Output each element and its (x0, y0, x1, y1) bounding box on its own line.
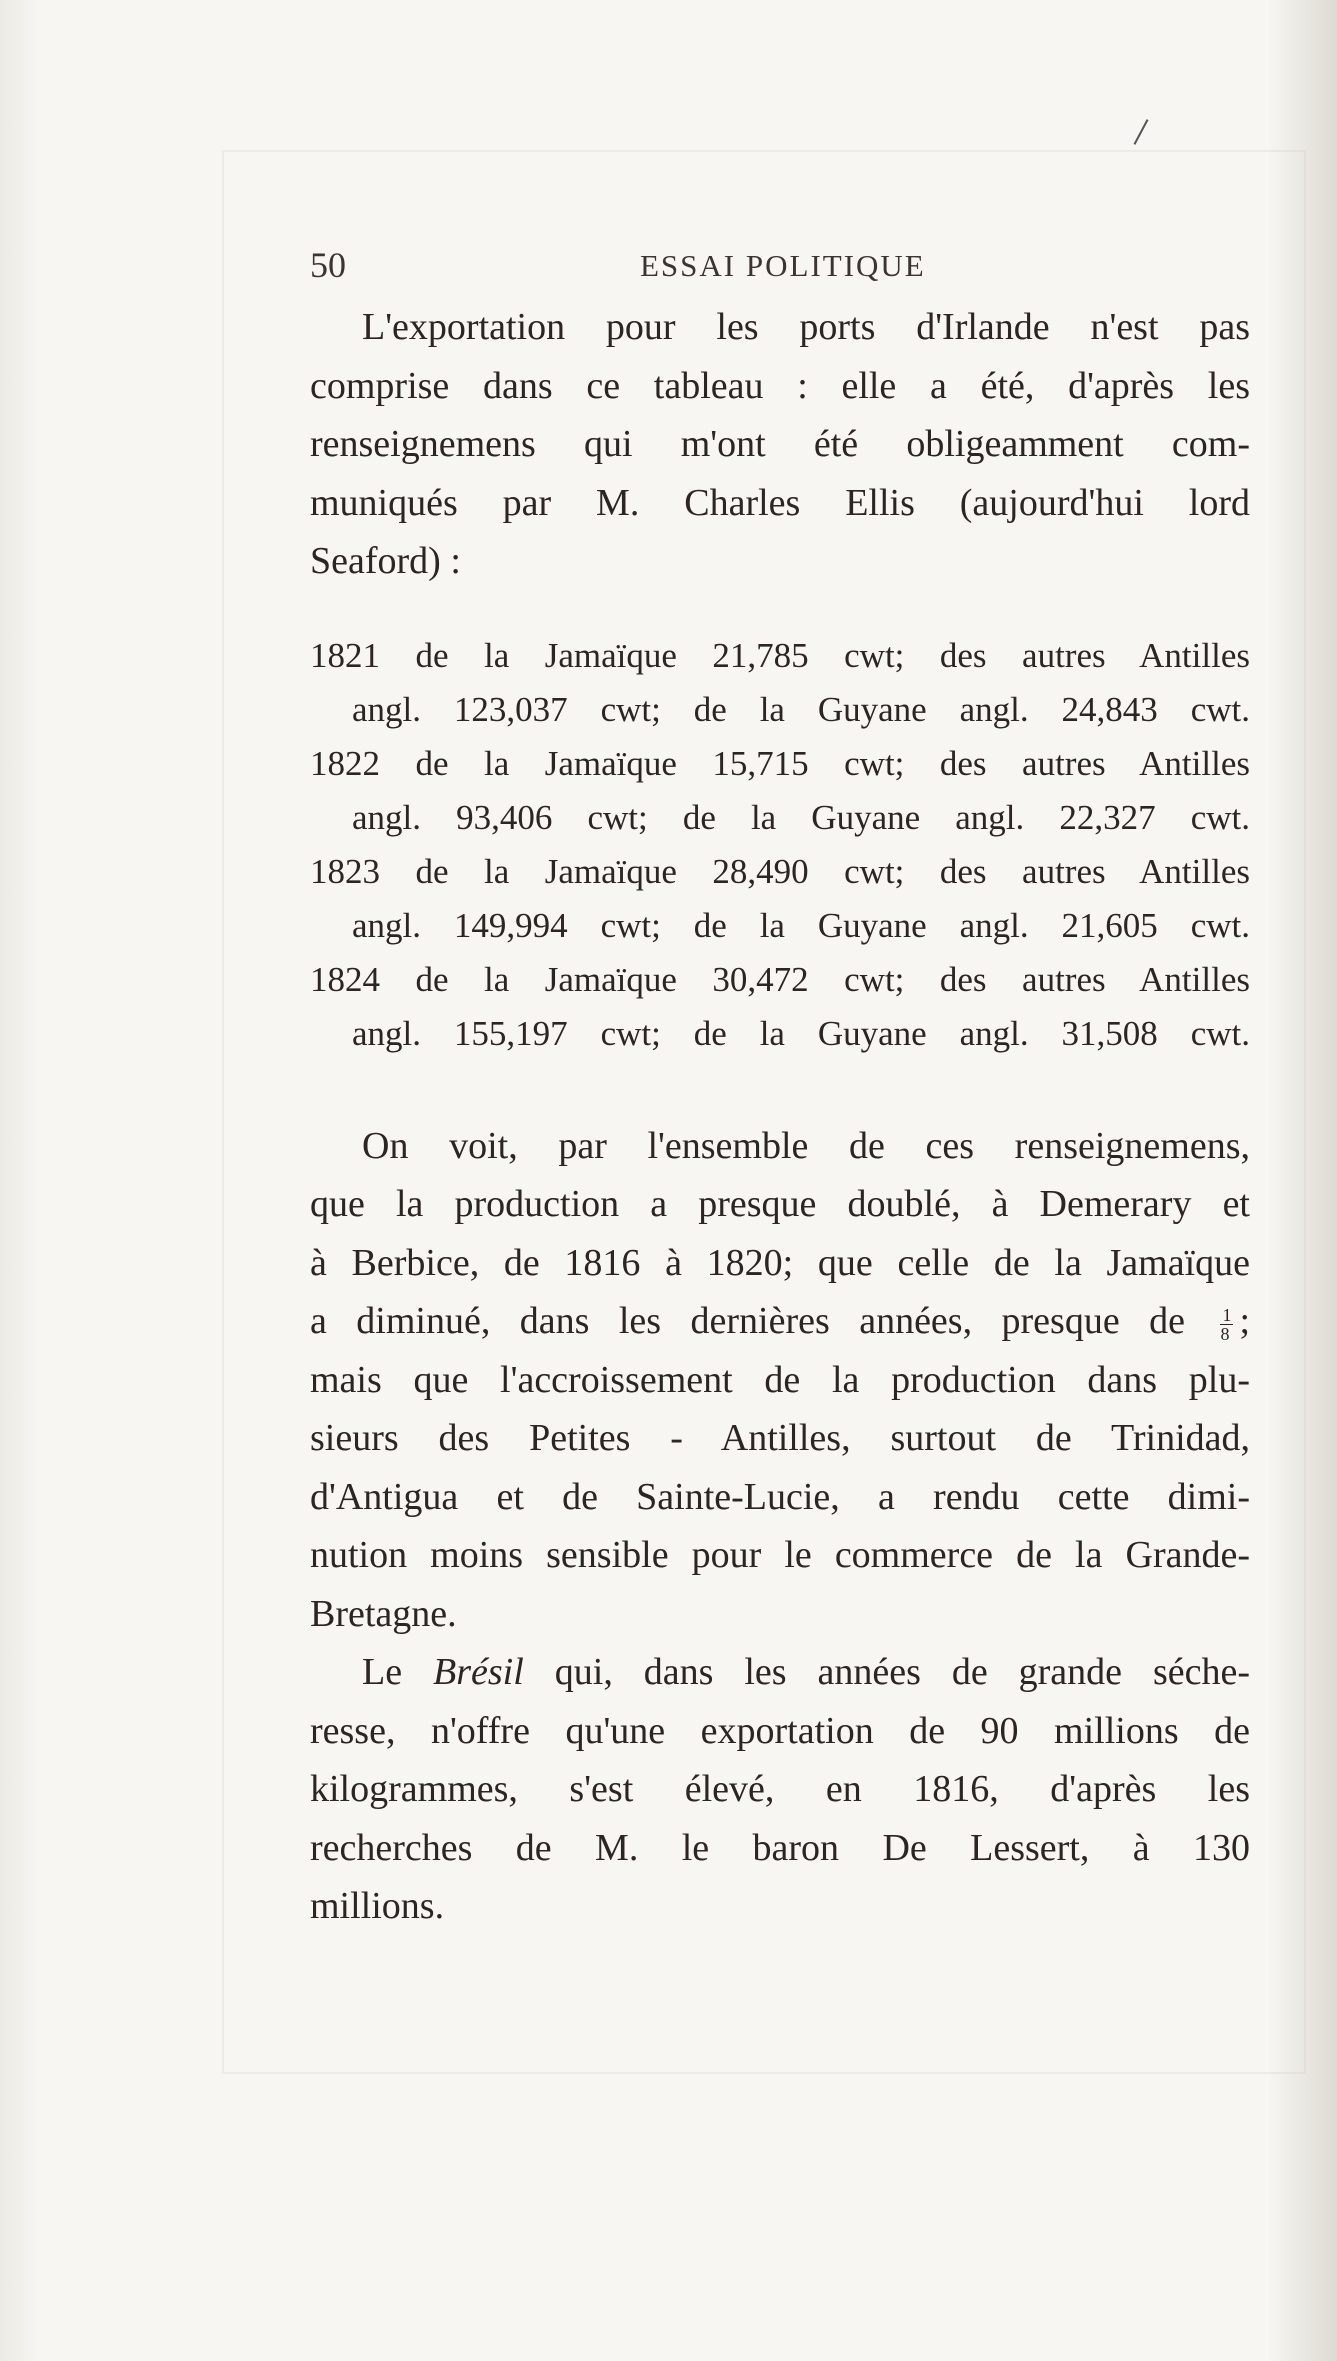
text-line: muniqués par M. Charles Ellis (aujourd'hui lord (310, 481, 1250, 524)
page-text (310, 230, 1250, 1936)
text-line: Seaford) : (310, 540, 461, 582)
stat-line: angl. 93,406 cwt; de la Guyane angl. 22,327 cwt. (352, 797, 1250, 837)
stat-line: 1823 de la Jamaïque 28,490 cwt; des autres Antilles (310, 851, 1250, 891)
paragraph-ireland-export (310, 298, 1250, 591)
text-line-with-fraction (310, 1292, 1250, 1351)
text-line: d'Antigua et de Sainte-Lucie, a rendu cette dimi- (310, 1475, 1250, 1518)
text-line: à Berbice, de 1816 à 1820; que celle de la Jamaïque (310, 1241, 1250, 1284)
stat-line: 1821 de la Jamaïque 21,785 cwt; des autres Antilles (310, 635, 1250, 675)
fraction-numerator: 1 (1222, 1304, 1232, 1325)
stat-line: angl. 149,994 cwt; de la Guyane angl. 21,605 cwt. (352, 905, 1250, 945)
text-line: nution moins sensible pour le commerce de la Grande- (310, 1534, 1250, 1576)
text-line: que la production a presque doublé, à Demerary et (310, 1183, 1250, 1225)
text-line: resse, n'offre qu'une exportation de 90 millions de (310, 1709, 1250, 1752)
text-line: On voit, par l'ensemble de ces renseignemens, (362, 1124, 1250, 1167)
text-line: L'exportation pour les ports d'Irlande n'est pas (362, 306, 1250, 348)
fraction-denominator: 8 (1220, 1323, 1230, 1344)
export-statistics (310, 629, 1250, 1061)
text-segment: a diminué, dans les dernières années, presque de (310, 1300, 1186, 1342)
stat-line: 1824 de la Jamaïque 30,472 cwt; des autres Antilles (310, 959, 1250, 999)
text-line: renseignemens qui m'ont été obligeamment com- (310, 423, 1250, 465)
text-segment: qui, dans les années de grande séche- (554, 1651, 1251, 1693)
text-line: Bretagne. (310, 1592, 457, 1635)
text-line: mais que l'accroissement de la production dans plu- (310, 1358, 1250, 1401)
page-number: 50 (310, 245, 346, 285)
page-edge-left (0, 0, 40, 2361)
text-line (310, 1643, 1250, 1702)
text-segment: Le (362, 1651, 403, 1693)
fraction-punctuation: ; (1239, 1300, 1251, 1342)
paragraph-production-summary (310, 1117, 1250, 1644)
stat-line: angl. 123,037 cwt; de la Guyane angl. 24,843 cwt. (352, 689, 1250, 729)
text-line: millions. (310, 1885, 445, 1927)
page-header (310, 230, 1250, 290)
text-line: sieurs des Petites - Antilles, surtout de Trinidad, (310, 1417, 1250, 1459)
text-line: comprise dans ce tableau : elle a été, d'après les (310, 364, 1250, 407)
stat-line: angl. 155,197 cwt; de la Guyane angl. 31,508 cwt. (352, 1013, 1250, 1053)
fraction (1220, 1306, 1233, 1343)
running-title: ESSAI POLITIQUE (640, 248, 926, 283)
paragraph-brazil (310, 1643, 1250, 1936)
stat-line: 1822 de la Jamaïque 15,715 cwt; des autres Antilles (310, 743, 1250, 783)
text-line: kilogrammes, s'est élevé, en 1816, d'après les (310, 1768, 1250, 1810)
text-line: recherches de M. le baron De Lessert, à 130 (310, 1826, 1250, 1869)
italic-term-bresil: Brésil (433, 1651, 524, 1693)
pencil-mark (1134, 119, 1149, 145)
